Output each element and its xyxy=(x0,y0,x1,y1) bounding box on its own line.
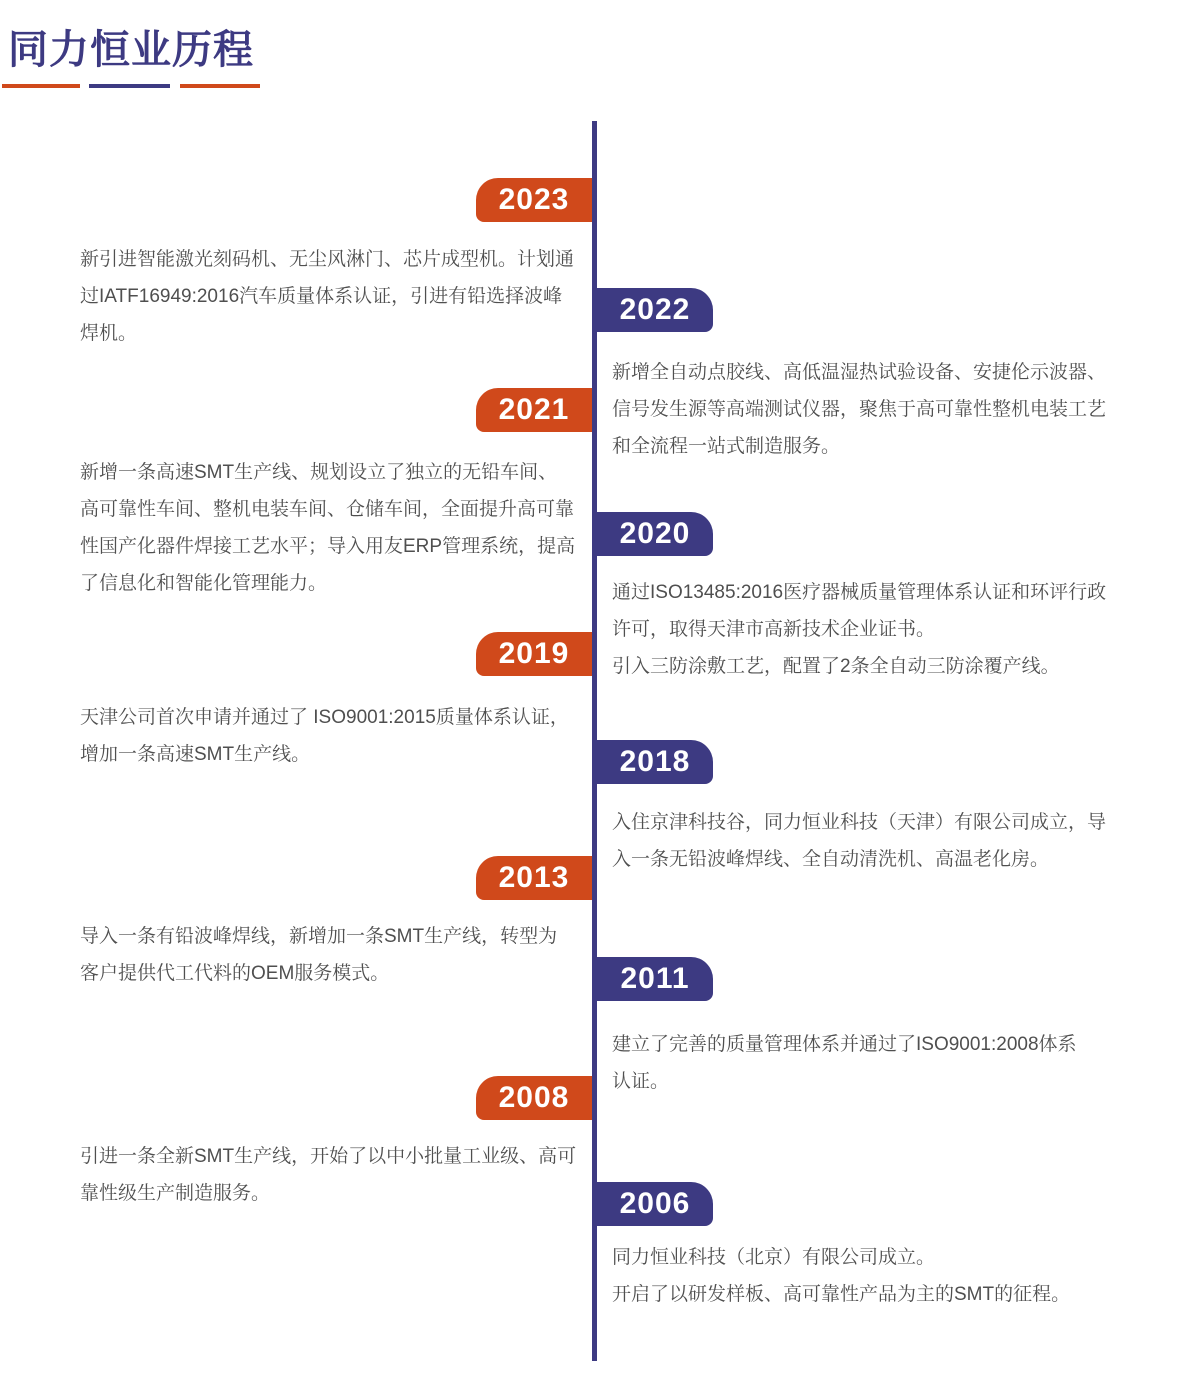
entry-text-2023 xyxy=(80,241,582,352)
entry-text-2021 xyxy=(80,454,582,602)
entry-text-line: 引入三防涂敷工艺，配置了2条全自动三防涂覆产线。 xyxy=(612,656,1060,677)
entry-text-line: 了信息化和智能化管理能力。 xyxy=(80,573,328,594)
year-badge-2011: 2011 xyxy=(597,957,713,1001)
entry-text-line: 性国产化器件焊接工艺水平；导入用友ERP管理系统，提高 xyxy=(80,536,576,557)
entry-text-2008 xyxy=(80,1138,582,1212)
page-title: 同力恒业历程 xyxy=(8,28,254,72)
entry-text-line: 靠性级生产制造服务。 xyxy=(80,1183,271,1204)
entry-text-line: 新增一条高速SMT生产线、规划设立了独立的无铅车间、 xyxy=(80,462,558,483)
entry-text-2011 xyxy=(612,1026,1124,1100)
entry-text-2019 xyxy=(80,699,582,773)
year-badge-2013: 2013 xyxy=(476,856,592,900)
year-badge-2006: 2006 xyxy=(597,1182,713,1226)
entry-text-line: 新引进智能激光刻码机、无尘风淋门、芯片成型机。计划通 xyxy=(80,249,575,270)
year-badge-2019: 2019 xyxy=(476,632,592,676)
entry-text-line: 同力恒业科技（北京）有限公司成立。 xyxy=(612,1247,936,1268)
entry-text-line: 认证。 xyxy=(612,1071,670,1092)
entry-text-line: 新增全自动点胶线、高低温湿热试验设备、安捷伦示波器、 xyxy=(612,362,1107,383)
entry-text-2013 xyxy=(80,918,582,992)
entry-text-line: 和全流程一站式制造服务。 xyxy=(612,436,841,457)
entry-text-2006 xyxy=(612,1239,1124,1313)
entry-text-2018 xyxy=(612,804,1124,878)
year-badge-2021: 2021 xyxy=(476,388,592,432)
entry-text-line: 过IATF16949:2016汽车质量体系认证，引进有铅选择波峰 xyxy=(80,286,563,307)
entry-text-2022 xyxy=(612,354,1124,465)
entry-text-line: 建立了完善的质量管理体系并通过了ISO9001:2008体系 xyxy=(612,1034,1077,1055)
year-badge-2018: 2018 xyxy=(597,740,713,784)
entry-text-line: 入住京津科技谷，同力恒业科技（天津）有限公司成立，导 xyxy=(612,812,1107,833)
entry-text-line: 通过ISO13485:2016医疗器械质量管理体系认证和环评行政 xyxy=(612,582,1107,603)
year-badge-2020: 2020 xyxy=(597,512,713,556)
entry-text-line: 客户提供代工代料的OEM服务模式。 xyxy=(80,963,390,984)
entry-text-line: 导入一条有铅波峰焊线，新增加一条SMT生产线，转型为 xyxy=(80,926,558,947)
year-badge-2023: 2023 xyxy=(476,178,592,222)
entry-text-line: 引进一条全新SMT生产线，开始了以中小批量工业级、高可 xyxy=(80,1146,577,1167)
entry-text-line: 入一条无铅波峰焊线、全自动清洗机、高温老化房。 xyxy=(612,849,1050,870)
entry-text-line: 天津公司首次申请并通过了 ISO9001:2015质量体系认证， xyxy=(80,707,569,728)
entry-text-line: 增加一条高速SMT生产线。 xyxy=(80,744,311,765)
entry-text-line: 高可靠性车间、整机电装车间、仓储车间，全面提升高可靠 xyxy=(80,499,575,520)
year-badge-2008: 2008 xyxy=(476,1076,592,1120)
year-badge-2022: 2022 xyxy=(597,288,713,332)
entry-text-line: 信号发生源等高端测试仪器，聚焦于高可靠性整机电装工艺 xyxy=(612,399,1107,420)
entry-text-line: 许可，取得天津市高新技术企业证书。 xyxy=(612,619,936,640)
entry-text-line: 开启了以研发样板、高可靠性产品为主的SMT的征程。 xyxy=(612,1284,1071,1305)
entry-text-line: 焊机。 xyxy=(80,323,138,344)
entry-text-2020 xyxy=(612,574,1124,685)
